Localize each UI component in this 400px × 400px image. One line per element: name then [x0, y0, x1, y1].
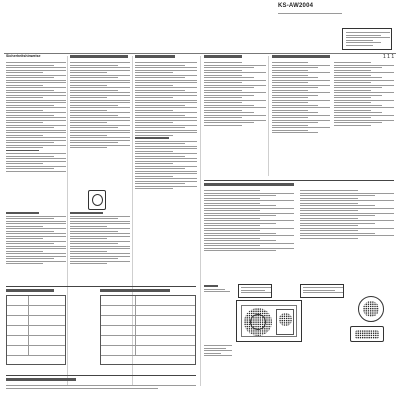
table-row [7, 336, 65, 346]
speaker-cone-icon [250, 314, 266, 330]
column-5-heading-placeholder [272, 55, 330, 58]
round-speaker-cone-icon [363, 301, 379, 317]
table-row [101, 346, 195, 356]
page-marker: 1 1 1 [383, 54, 395, 60]
column-2-text-placeholder [70, 62, 130, 150]
header-warning-placeholder [346, 32, 390, 47]
table-1-heading-placeholder [6, 289, 54, 292]
top-rule [4, 53, 396, 54]
enclosure-panel [241, 305, 297, 337]
enclosure-drawing [236, 300, 302, 342]
table-row [7, 306, 65, 316]
table-row [101, 326, 195, 336]
bottom-heading-placeholder [6, 378, 76, 381]
column-1-text-placeholder [6, 62, 66, 173]
column-1-lower-placeholder [6, 212, 66, 266]
table-row [101, 306, 195, 316]
spec-heading-placeholder [204, 183, 294, 186]
section-heading: Sicherheitshinweise [6, 54, 41, 58]
bottom-section-rule [6, 375, 196, 376]
header-warning-box [342, 28, 392, 50]
diagram-caption-placeholder [204, 285, 230, 294]
header-subtitle-placeholder [278, 13, 358, 16]
table-row [7, 296, 65, 306]
diagram-label-box [300, 284, 344, 298]
table-2-heading-placeholder [100, 289, 170, 292]
column-3-text-placeholder [135, 62, 197, 191]
column-4-spec-placeholder [204, 62, 266, 127]
spec-text-placeholder [204, 190, 294, 253]
speaker-mount-box [350, 326, 384, 342]
diagram-label-placeholder [303, 287, 343, 295]
table-row [7, 316, 65, 326]
spec-rule [204, 180, 394, 181]
column-2-heading-placeholder [70, 55, 128, 58]
amplifier-panel [276, 309, 294, 335]
diagram-label-box [238, 284, 272, 298]
column-2-lower-placeholder [70, 212, 130, 266]
table-row [7, 326, 65, 336]
column-4-heading-placeholder [204, 55, 242, 58]
table-2 [100, 295, 196, 365]
device-illustration [88, 190, 106, 210]
column-separator [67, 56, 68, 386]
diagram-note-placeholder [204, 345, 232, 358]
table-row [101, 336, 195, 346]
column-6-text-placeholder [334, 62, 394, 127]
column-separator [200, 56, 201, 386]
table-row [7, 346, 65, 356]
model-number: KS-AW2004 [278, 3, 314, 9]
column-3-heading-placeholder [135, 55, 175, 58]
table-section-rule [6, 286, 196, 287]
diagram-label-placeholder [241, 287, 271, 295]
round-speaker-icon [358, 296, 384, 322]
bottom-text-placeholder [6, 385, 196, 390]
table-row [101, 296, 195, 306]
spec-text-placeholder [300, 190, 394, 240]
speaker-grille-icon [92, 194, 103, 206]
table-row [101, 316, 195, 326]
column-5-text-placeholder [272, 62, 330, 135]
mount-grille-icon [355, 330, 379, 339]
column-separator [268, 56, 269, 176]
amplifier-grille-icon [279, 313, 292, 326]
table-1 [6, 295, 66, 365]
